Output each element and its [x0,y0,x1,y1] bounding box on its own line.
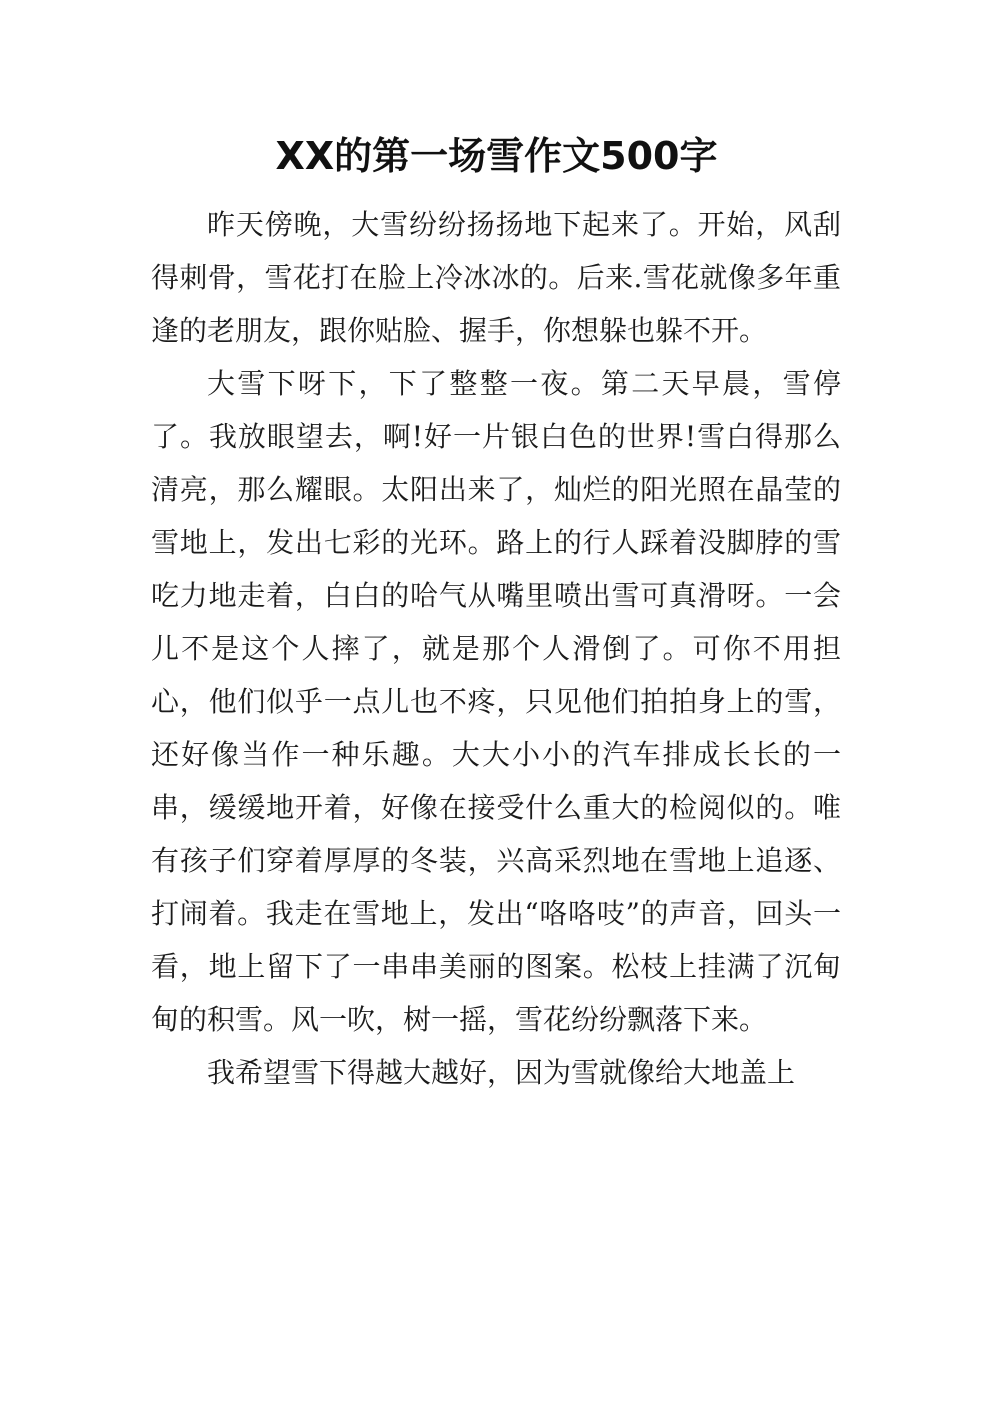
paragraph-2: 大雪下呀下，下了整整一夜。第二天早晨，雪停了。我放眼望去，啊!好一片银白色的世界!雪白得那么清亮，那么耀眼。太阳出来了，灿烂的阳光照在晶莹的雪地上，发出七彩的光环。路上的行人踩着没脚脖的雪吃力地走着，白白的哈气从嘴里喷出雪可真滑呀。一会儿不是这个人摔了，就是那个人滑倒了。可你不用担心，他们似乎一点儿也不疼，只见他们拍拍身上的雪，还好像当作一种乐趣。大大小小的汽车排成长长的一串，缓缓地开着，好像在接受什么重大的检阅似的。唯有孩子们穿着厚厚的冬装，兴高采烈地在雪地上追逐、打闹着。我走在雪地上，发出“咯咯吱”的声音，回头一看，地上留下了一串串美丽的图案。松枝上挂满了沉甸甸的积雪。风一吹，树一摇，雪花纷纷飘落下来。 [151,367,841,1036]
document-title: XX的第一场雪作文500字 [275,134,718,178]
paragraph-3: 我希望雪下得越大越好，因为雪就像给大地盖上 [207,1056,796,1089]
document-body [151,198,841,1099]
paragraph-1: 昨天傍晚，大雪纷纷扬扬地下起来了。开始，风刮得刺骨，雪花打在脸上冷冰冰的。后来.雪花就像多年重逢的老朋友，跟你贴脸、握手，你想躲也躲不开。 [151,208,841,347]
